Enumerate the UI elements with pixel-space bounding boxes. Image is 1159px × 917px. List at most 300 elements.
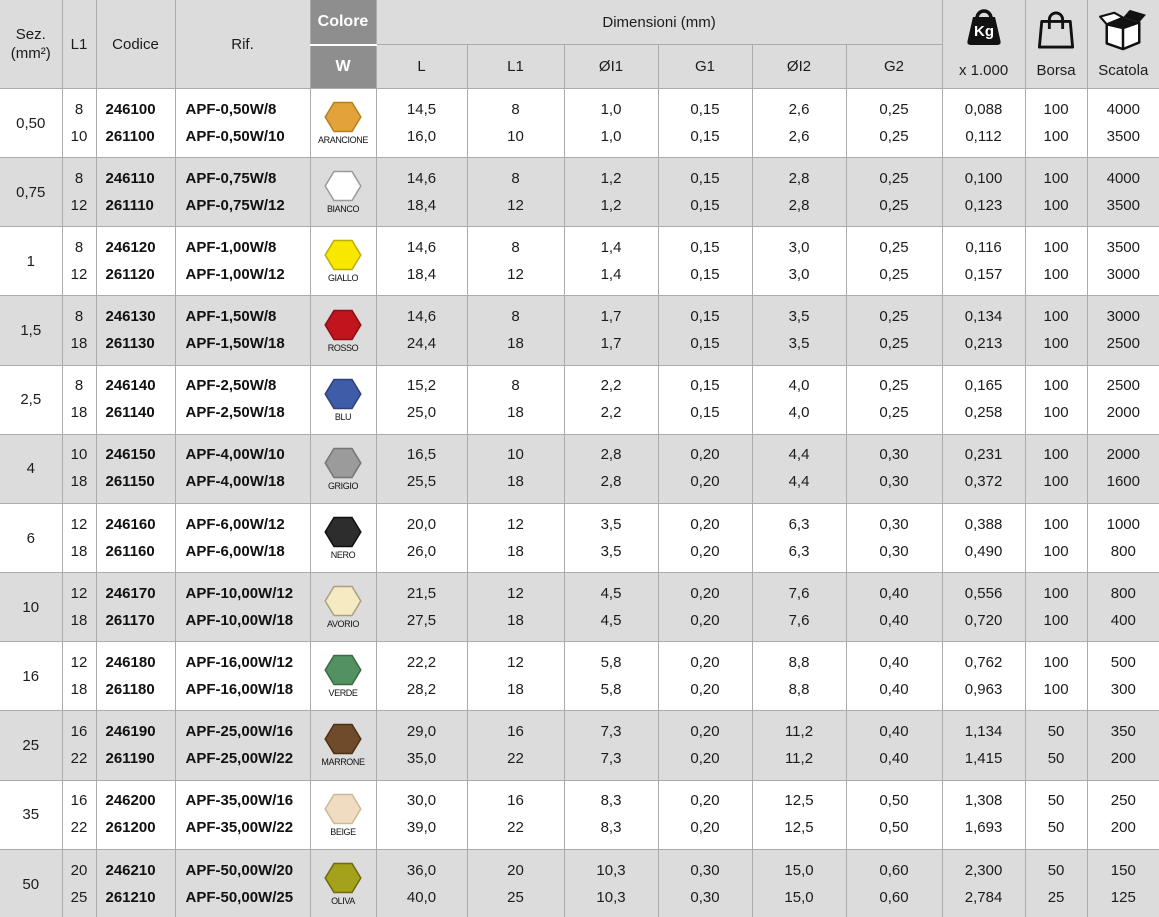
table-row	[0, 296, 1159, 365]
value-line: 15,0	[784, 888, 814, 906]
header-dim-OI1: ØI1	[564, 45, 658, 89]
cell-scatola	[1087, 89, 1159, 158]
value-line: 50	[1047, 792, 1065, 810]
value-line: APF-16,00W/12	[185, 653, 294, 671]
cell-l1	[62, 642, 96, 711]
value-line: APF-0,50W/8	[185, 100, 277, 118]
value-line: 22	[507, 749, 524, 767]
color-hexagon-icon	[324, 585, 362, 617]
value-line: 0,388	[964, 515, 1003, 533]
value-line: 1,4	[600, 238, 622, 256]
cell-dim-g2	[846, 573, 942, 642]
sez-value: 50	[22, 875, 40, 893]
cell-borsa	[1025, 296, 1087, 365]
table-row	[0, 780, 1159, 849]
value-line: 200	[1110, 819, 1136, 837]
value-line: 18	[70, 473, 88, 491]
value-line: 5,8	[600, 653, 622, 671]
cell-dim-g2	[846, 849, 942, 917]
header-l1: L1	[62, 0, 96, 89]
cell-dim-g1	[658, 296, 752, 365]
cell-kg	[942, 296, 1025, 365]
table-row	[0, 503, 1159, 572]
value-line: 12,5	[784, 819, 814, 837]
sez-value: 6	[26, 529, 35, 547]
color-name-label: BLU	[334, 411, 352, 422]
value-line: 100	[1043, 584, 1069, 602]
cell-dim-g1	[658, 780, 752, 849]
sez-value: 1,5	[20, 322, 42, 340]
header-kg	[942, 0, 1025, 89]
header-sez	[0, 0, 62, 89]
value-line: 22	[507, 819, 524, 837]
value-line: 0,258	[964, 404, 1003, 422]
value-line: 18	[70, 680, 88, 698]
cell-dim-oi2	[752, 711, 846, 780]
value-line: 0,40	[879, 584, 909, 602]
color-hexagon-icon	[324, 862, 362, 894]
cell-dim-oi2	[752, 296, 846, 365]
cell-dim-g1	[658, 434, 752, 503]
value-line: 0,20	[690, 542, 720, 560]
cell-dim-L1	[467, 365, 564, 434]
value-line: 0,40	[879, 722, 909, 740]
value-line: APF-0,75W/8	[185, 169, 277, 187]
value-line: 50	[1047, 819, 1065, 837]
value-line: 12	[70, 196, 88, 214]
value-line: 246120	[105, 238, 156, 256]
cell-colore	[310, 711, 376, 780]
cell-dim-oi1	[564, 711, 658, 780]
cell-l1	[62, 227, 96, 296]
value-line: 15,0	[784, 861, 814, 879]
value-line: 18	[507, 542, 524, 560]
value-line: APF-0,50W/10	[185, 127, 285, 145]
value-line: 0,20	[690, 515, 720, 533]
header-scatola	[1087, 0, 1159, 89]
value-line: 3500	[1106, 196, 1140, 214]
cell-sez	[0, 573, 62, 642]
cell-dim-L1	[467, 642, 564, 711]
value-line: 246150	[105, 446, 156, 464]
cell-l1	[62, 296, 96, 365]
cell-dim-oi2	[752, 849, 846, 917]
value-line: 246190	[105, 722, 156, 740]
cell-dim-g1	[658, 503, 752, 572]
header-dim-L1: L1	[467, 45, 564, 89]
header-codice: Codice	[96, 0, 175, 89]
value-line: 3,5	[600, 515, 622, 533]
value-line: 0,15	[690, 377, 720, 395]
value-line: 16	[70, 792, 88, 810]
value-line: 400	[1110, 611, 1136, 629]
color-name-label: GIALLO	[327, 273, 359, 284]
value-line: 300	[1110, 680, 1136, 698]
value-line: 261160	[105, 542, 155, 560]
value-line: 10,3	[596, 861, 626, 879]
color-name-label: GRIGIO	[327, 480, 359, 491]
cell-dim-L1	[467, 849, 564, 917]
header-rif: Rif.	[175, 0, 310, 89]
value-line: 0,25	[879, 308, 909, 326]
value-line: 8	[74, 169, 84, 187]
header-dimensioni: Dimensioni (mm)	[376, 0, 942, 45]
value-line: 0,25	[879, 169, 909, 187]
value-line: 0,20	[690, 819, 720, 837]
color-hexagon-icon	[324, 170, 362, 202]
color-name-label: VERDE	[328, 688, 358, 699]
cell-rif	[175, 642, 310, 711]
sez-value: 1	[26, 252, 35, 270]
value-line: 0,165	[964, 377, 1003, 395]
cell-kg	[942, 503, 1025, 572]
value-line: 12	[70, 265, 88, 283]
cell-scatola	[1087, 642, 1159, 711]
value-line: 100	[1043, 100, 1069, 118]
value-line: 2,6	[788, 127, 810, 145]
color-name-label: BIANCO	[326, 204, 360, 215]
cell-codice	[96, 365, 175, 434]
color-hexagon-icon	[324, 378, 362, 410]
color-name-label: MARRONE	[321, 757, 365, 768]
value-line: 16	[507, 792, 524, 810]
value-line: 0,15	[690, 308, 720, 326]
value-line: 2,6	[788, 100, 810, 118]
value-line: 246180	[105, 653, 156, 671]
value-line: 2000	[1106, 404, 1140, 422]
color-name-label: AVORIO	[327, 619, 359, 630]
cell-dim-L1	[467, 503, 564, 572]
value-line: APF-50,00W/25	[185, 888, 294, 906]
value-line: 12	[507, 584, 524, 602]
cell-colore	[310, 780, 376, 849]
cell-l1	[62, 158, 96, 227]
value-line: 0,20	[690, 446, 720, 464]
kg-badge-text: Kg	[973, 23, 994, 40]
cell-dim-oi1	[564, 573, 658, 642]
value-line: 5,8	[600, 680, 622, 698]
cell-l1	[62, 711, 96, 780]
cell-kg	[942, 89, 1025, 158]
value-line: 3,0	[788, 265, 810, 283]
value-line: 1,2	[600, 169, 622, 187]
value-line: 0,25	[879, 196, 909, 214]
color-name-label: OLIVA	[331, 896, 355, 907]
value-line: 0,20	[690, 653, 720, 671]
cell-dim-L1	[467, 573, 564, 642]
value-line: 8,8	[788, 680, 810, 698]
value-line: 0,762	[964, 653, 1003, 671]
value-line: 261140	[105, 404, 155, 422]
cell-l1	[62, 780, 96, 849]
value-line: 1,4	[600, 265, 622, 283]
value-line: 1,0	[600, 127, 622, 145]
header-w: W	[310, 45, 376, 89]
cell-dim-L	[376, 780, 467, 849]
value-line: 261150	[105, 473, 155, 491]
cell-dim-L	[376, 158, 467, 227]
cell-borsa	[1025, 89, 1087, 158]
value-line: 6,3	[788, 542, 810, 560]
value-line: 125	[1110, 888, 1136, 906]
cell-colore	[310, 642, 376, 711]
cell-dim-L	[376, 227, 467, 296]
header-sez-line1: Sez.	[15, 26, 46, 43]
value-line: 0,30	[879, 542, 909, 560]
value-line: 261180	[105, 680, 155, 698]
value-line: 10	[70, 127, 88, 145]
value-line: 36,0	[406, 861, 437, 879]
cell-dim-oi1	[564, 642, 658, 711]
value-line: 0,30	[690, 861, 720, 879]
value-line: 14,5	[406, 100, 437, 118]
cell-dim-L1	[467, 780, 564, 849]
value-line: 246210	[105, 861, 156, 879]
value-line: 200	[1110, 749, 1136, 767]
cell-dim-L	[376, 642, 467, 711]
value-line: 16,5	[406, 446, 437, 464]
value-line: 30,0	[406, 792, 437, 810]
cell-borsa	[1025, 434, 1087, 503]
cell-dim-g1	[658, 89, 752, 158]
table-header	[0, 0, 1159, 89]
value-line: 246200	[105, 792, 156, 810]
value-line: 2,784	[964, 888, 1003, 906]
value-line: 8	[511, 100, 520, 118]
value-line: 8	[511, 169, 520, 187]
value-line: 8,8	[788, 653, 810, 671]
value-line: 0,20	[690, 473, 720, 491]
cell-codice	[96, 573, 175, 642]
cell-colore	[310, 573, 376, 642]
value-line: 26,0	[406, 542, 437, 560]
value-line: 100	[1043, 265, 1069, 283]
header-dim-G2: G2	[846, 45, 942, 89]
cell-colore	[310, 849, 376, 917]
value-line: 18	[70, 611, 88, 629]
value-line: 100	[1043, 515, 1069, 533]
value-line: 0,40	[879, 680, 909, 698]
value-line: 16	[70, 722, 88, 740]
value-line: 0,720	[964, 611, 1003, 629]
value-line: APF-35,00W/16	[185, 792, 294, 810]
cell-rif	[175, 573, 310, 642]
value-line: 39,0	[406, 819, 437, 837]
cell-borsa	[1025, 711, 1087, 780]
value-line: APF-50,00W/20	[185, 861, 294, 879]
cell-scatola	[1087, 365, 1159, 434]
cell-sez	[0, 434, 62, 503]
shopping-bag-icon	[1037, 8, 1075, 52]
value-line: 0,116	[965, 238, 1002, 256]
value-line: 20	[507, 861, 524, 879]
cell-kg	[942, 642, 1025, 711]
cell-sez	[0, 158, 62, 227]
value-line: APF-0,75W/12	[185, 196, 285, 214]
value-line: APF-6,00W/12	[185, 515, 285, 533]
value-line: 8	[511, 377, 520, 395]
cell-dim-L1	[467, 227, 564, 296]
value-line: 0,15	[690, 196, 720, 214]
value-line: 1,7	[600, 335, 622, 353]
cell-sez	[0, 503, 62, 572]
value-line: 1,693	[964, 819, 1003, 837]
value-line: 100	[1043, 196, 1069, 214]
color-name-label: ROSSO	[327, 342, 359, 353]
cell-l1	[62, 573, 96, 642]
sez-value: 10	[22, 598, 40, 616]
cell-dim-L	[376, 296, 467, 365]
table-row	[0, 89, 1159, 158]
cell-dim-g2	[846, 780, 942, 849]
value-line: 8	[74, 238, 84, 256]
value-line: 2,300	[964, 861, 1003, 879]
cell-borsa	[1025, 573, 1087, 642]
value-line: 50	[1047, 722, 1065, 740]
cell-dim-oi2	[752, 158, 846, 227]
value-line: 0,60	[879, 888, 909, 906]
cell-dim-L	[376, 89, 467, 158]
value-line: 3000	[1106, 308, 1140, 326]
sez-value: 0,50	[16, 114, 46, 132]
value-line: 0,157	[964, 265, 1003, 283]
cell-dim-L1	[467, 434, 564, 503]
value-line: 16,0	[406, 127, 437, 145]
cell-codice	[96, 158, 175, 227]
header-sez-line2: (mm²)	[10, 45, 51, 62]
cell-rif	[175, 89, 310, 158]
table-row	[0, 365, 1159, 434]
cell-dim-oi1	[564, 503, 658, 572]
value-line: 0,20	[690, 749, 720, 767]
value-line: 22	[70, 749, 88, 767]
cell-scatola	[1087, 503, 1159, 572]
value-line: 15,2	[406, 377, 437, 395]
value-line: 24,4	[406, 335, 437, 353]
value-line: 10	[507, 127, 524, 145]
cell-colore	[310, 503, 376, 572]
value-line: 29,0	[406, 722, 437, 740]
value-line: 8	[74, 308, 84, 326]
value-line: APF-16,00W/18	[185, 680, 294, 698]
cell-kg	[942, 227, 1025, 296]
value-line: APF-10,00W/18	[185, 611, 294, 629]
value-line: 3000	[1106, 265, 1140, 283]
value-line: APF-4,00W/10	[185, 446, 285, 464]
color-hexagon-icon	[324, 447, 362, 479]
value-line: 261130	[105, 335, 155, 353]
value-line: 1,134	[964, 722, 1003, 740]
cell-rif	[175, 227, 310, 296]
value-line: 261190	[105, 749, 155, 767]
table-row	[0, 434, 1159, 503]
table-row	[0, 158, 1159, 227]
value-line: 246130	[105, 308, 156, 326]
value-line: 0,231	[964, 446, 1003, 464]
value-line: 2,8	[600, 473, 622, 491]
value-line: 7,3	[600, 749, 622, 767]
value-line: APF-10,00W/12	[185, 584, 294, 602]
value-line: 0,40	[879, 611, 909, 629]
value-line: 28,2	[406, 680, 437, 698]
value-line: 0,30	[690, 888, 720, 906]
value-line: APF-1,00W/8	[185, 238, 277, 256]
value-line: 11,2	[784, 722, 814, 740]
value-line: 12	[507, 265, 524, 283]
cell-dim-g2	[846, 89, 942, 158]
cell-l1	[62, 503, 96, 572]
cell-dim-g2	[846, 434, 942, 503]
value-line: 50	[1047, 861, 1065, 879]
value-line: 1000	[1106, 515, 1140, 533]
cell-scatola	[1087, 296, 1159, 365]
value-line: 2500	[1106, 335, 1140, 353]
cell-colore	[310, 89, 376, 158]
sez-value: 25	[22, 736, 40, 754]
value-line: 8	[511, 238, 520, 256]
value-line: 0,20	[690, 722, 720, 740]
value-line: 0,60	[879, 861, 909, 879]
value-line: 10	[70, 446, 88, 464]
kg-multiplier-label: x 1.000	[958, 62, 1009, 79]
value-line: 100	[1043, 680, 1069, 698]
cell-scatola	[1087, 158, 1159, 227]
value-line: 18	[507, 404, 524, 422]
value-line: 100	[1043, 127, 1069, 145]
value-line: 40,0	[406, 888, 437, 906]
value-line: 25	[70, 888, 88, 906]
value-line: 0,25	[879, 377, 909, 395]
value-line: 50	[1047, 749, 1065, 767]
value-line: 0,25	[879, 404, 909, 422]
value-line: 3,5	[788, 335, 810, 353]
value-line: 500	[1110, 653, 1136, 671]
sez-value: 0,75	[16, 183, 46, 201]
cell-rif	[175, 158, 310, 227]
table-row	[0, 642, 1159, 711]
cell-codice	[96, 503, 175, 572]
cell-scatola	[1087, 780, 1159, 849]
table-row	[0, 227, 1159, 296]
cell-dim-g2	[846, 296, 942, 365]
value-line: 8,3	[600, 819, 622, 837]
value-line: 18,4	[406, 265, 437, 283]
value-line: 1,2	[600, 196, 622, 214]
cell-dim-L	[376, 573, 467, 642]
cell-dim-g1	[658, 849, 752, 917]
color-name-label: NERO	[330, 550, 356, 561]
color-hexagon-icon	[324, 239, 362, 271]
value-line: 3,5	[788, 308, 810, 326]
value-line: 12	[507, 515, 524, 533]
value-line: 4,5	[600, 611, 622, 629]
value-line: 0,30	[879, 446, 909, 464]
cell-dim-L1	[467, 158, 564, 227]
cell-rif	[175, 503, 310, 572]
value-line: 261200	[105, 819, 156, 837]
value-line: 22,2	[406, 653, 437, 671]
sez-value: 2,5	[20, 391, 42, 409]
value-line: 6,3	[788, 515, 810, 533]
cell-dim-g1	[658, 365, 752, 434]
sez-value: 16	[22, 667, 40, 685]
header-borsa	[1025, 0, 1087, 89]
cell-dim-oi2	[752, 89, 846, 158]
cell-dim-oi2	[752, 642, 846, 711]
value-line: 100	[1043, 611, 1069, 629]
cell-l1	[62, 365, 96, 434]
value-line: 0,25	[879, 238, 909, 256]
